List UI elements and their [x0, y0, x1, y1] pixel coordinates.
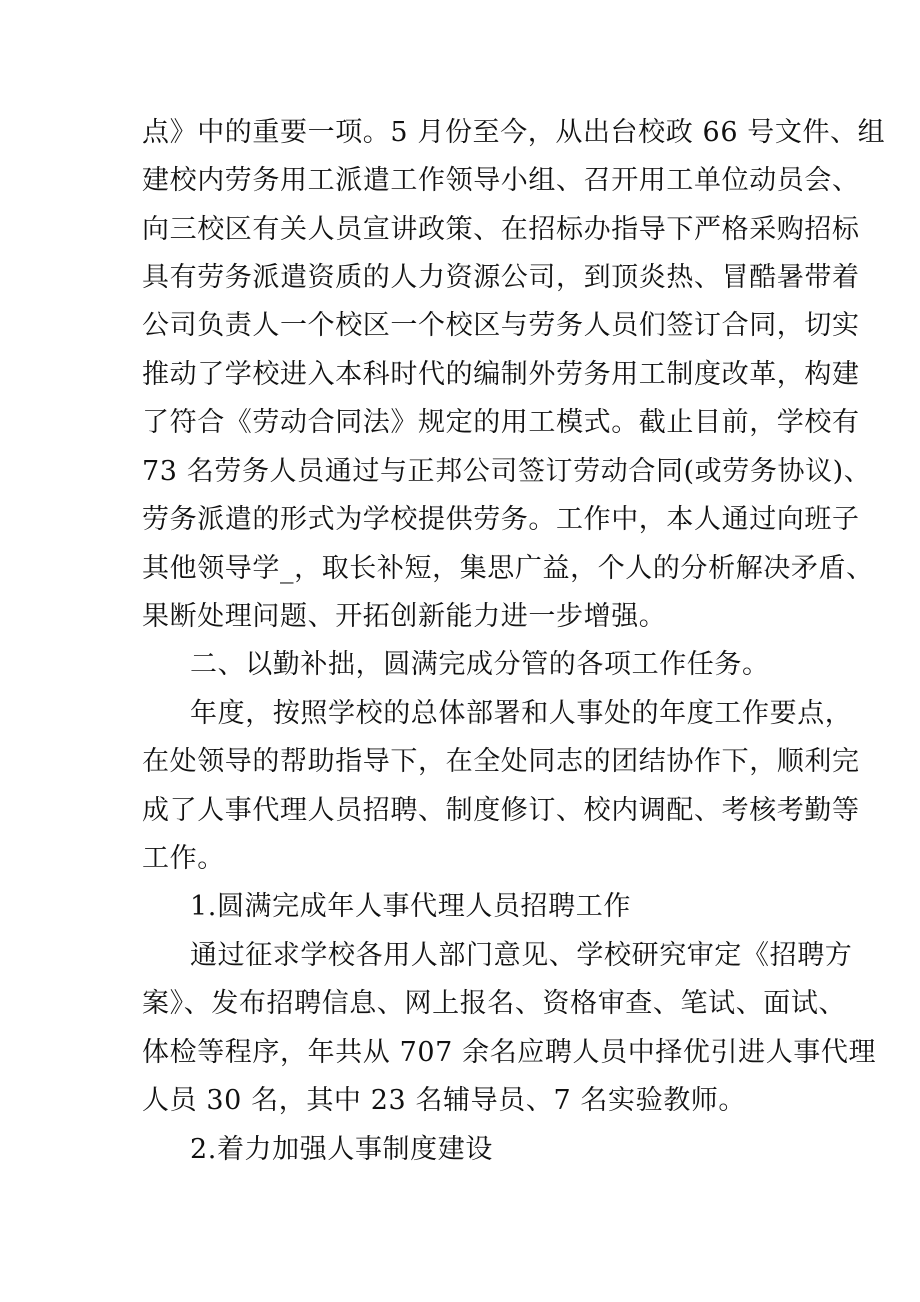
text-line: 工作。	[142, 843, 225, 874]
text-line: 了符合《劳动合同法》规定的用工模式。截止目前，学校有	[142, 407, 860, 438]
text-line: 人员 30 名，其中 23 名辅导员、7 名实验教师。	[142, 1085, 747, 1116]
text-line: 成了人事代理人员招聘、制度修订、校内调配、考核考勤等	[142, 795, 860, 826]
text-line: 案》、发布招聘信息、网上报名、资格审查、笔试、面试、	[142, 988, 847, 1019]
text-line: 果断处理问题、开拓创新能力进一步增强。	[142, 601, 667, 632]
text-line: 在处领导的帮助指导下，在全处同志的团结协作下，顺利完	[142, 746, 860, 777]
text-line: 具有劳务派遣资质的人力资源公司，到顶炎热、冒酷暑带着	[142, 262, 860, 293]
text-line: 公司负责人一个校区一个校区与劳务人员们签订合同，切实	[142, 310, 860, 341]
text-line: 劳务派遣的形式为学校提供劳务。工作中，本人通过向班子	[142, 504, 860, 535]
text-line: 通过征求学校各用人部门意见、学校研究审定《招聘方	[190, 940, 853, 971]
text-line: 年度，按照学校的总体部署和人事处的年度工作要点，	[190, 698, 853, 729]
subsection-heading: 2.着力加强人事制度建设	[190, 1134, 493, 1165]
text-line: 体检等程序，年共从 707 余名应聘人员中择优引进人事代理	[142, 1037, 877, 1068]
subsection-heading: 1.圆满完成年人事代理人员招聘工作	[190, 891, 631, 922]
text-line: 向三校区有关人员宣讲政策、在招标办指导下严格采购招标	[142, 214, 860, 245]
text-line: 推动了学校进入本科时代的编制外劳务用工制度改革，构建	[142, 359, 860, 390]
text-line: 73 名劳务人员通过与正邦公司签订劳动合同(或劳务协议)、	[142, 456, 872, 487]
text-line: 建校内劳务用工派遣工作领导小组、召开用工单位动员会、	[142, 165, 860, 196]
text-line: 其他领导学_，取长补短，集思广益，个人的分析解决矛盾、	[142, 553, 874, 584]
section-heading: 二、以勤补拙，圆满完成分管的各项工作任务。	[190, 649, 770, 680]
text-line: 点》中的重要一项。5 月份至今，从出台校政 66 号文件、组	[142, 117, 886, 148]
